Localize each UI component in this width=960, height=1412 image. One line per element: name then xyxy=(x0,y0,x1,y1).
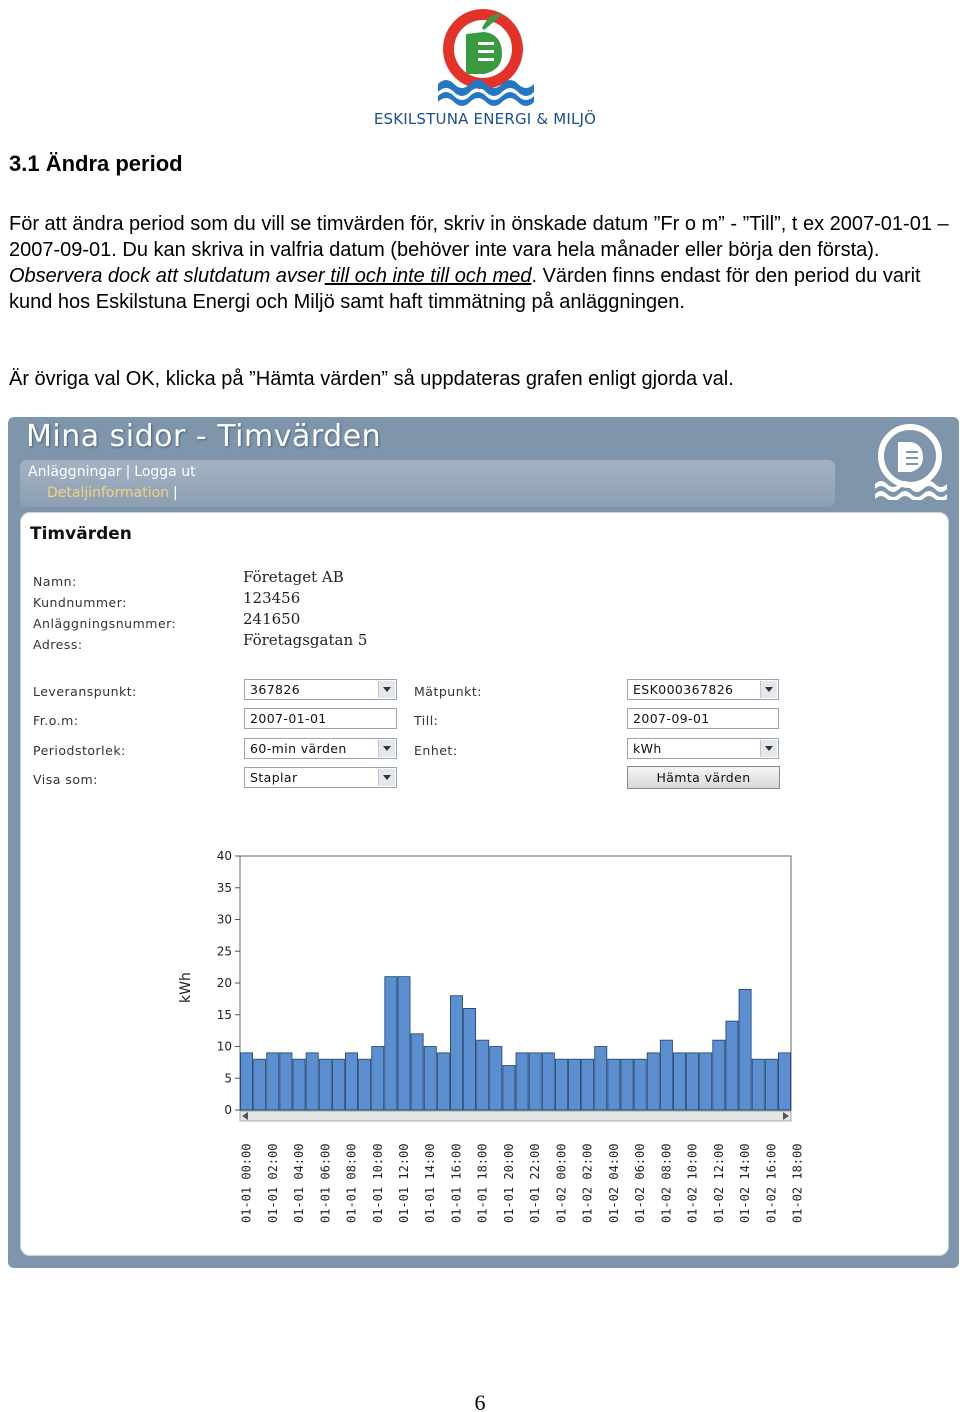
namn-value: Företaget AB xyxy=(243,568,344,586)
x-tick-label: 01-01 20:00 xyxy=(501,1143,516,1223)
leveranspunkt-label: Leveranspunkt: xyxy=(33,684,137,699)
x-tick-label: 01-01 00:00 xyxy=(239,1143,254,1223)
y-tick-label: 30 xyxy=(216,912,232,927)
chart-bar xyxy=(713,1040,725,1110)
x-tick-label: 01-02 02:00 xyxy=(580,1143,595,1223)
x-tick-label: 01-01 22:00 xyxy=(528,1143,543,1223)
chart-bar xyxy=(385,977,397,1110)
adress-value: Företagsgatan 5 xyxy=(243,631,368,649)
corner-logo-icon xyxy=(871,422,949,500)
kundnummer-label: Kundnummer: xyxy=(33,595,127,610)
chart-bar xyxy=(424,1047,436,1111)
chart-bar xyxy=(254,1059,266,1110)
chart-bar xyxy=(647,1053,659,1110)
chart-bar xyxy=(687,1053,699,1110)
x-tick-label: 01-02 16:00 xyxy=(764,1143,779,1223)
nav-separator: | xyxy=(125,464,131,480)
para-italic: Observera dock att slutdatum avser xyxy=(9,265,325,287)
chart-bar xyxy=(280,1053,292,1110)
chart-bar xyxy=(267,1053,279,1110)
chart-bar xyxy=(241,1053,253,1110)
y-tick-label: 20 xyxy=(216,976,232,990)
x-tick-label: 01-02 18:00 xyxy=(790,1143,805,1223)
x-tick-label: 01-02 12:00 xyxy=(711,1143,726,1223)
x-tick-label: 01-01 08:00 xyxy=(344,1143,359,1223)
y-tick-label: 0 xyxy=(224,1103,232,1117)
chart-bar xyxy=(332,1059,344,1110)
x-tick-label: 01-01 14:00 xyxy=(423,1143,438,1223)
namn-label: Namn: xyxy=(33,574,77,589)
chart-scrollbar xyxy=(240,1111,791,1121)
chart-bar xyxy=(673,1053,685,1110)
kundnummer-value: 123456 xyxy=(243,589,301,607)
chart-bar xyxy=(582,1059,594,1110)
enhet-label: Enhet: xyxy=(414,743,458,758)
web-screenshot xyxy=(8,417,959,1268)
chart-bar xyxy=(411,1034,423,1110)
matpunkt-value: ESK000367826 xyxy=(633,682,734,697)
x-tick-label: 01-01 12:00 xyxy=(396,1143,411,1223)
chart-bar xyxy=(464,1008,476,1110)
chart-bar xyxy=(568,1059,580,1110)
nav-row-sub xyxy=(47,485,182,501)
para-underline: till och inte till och med xyxy=(324,265,532,287)
from-label: Fr.o.m: xyxy=(33,713,79,728)
till-date-input[interactable]: 2007-09-01 xyxy=(627,708,779,729)
visa-som-label: Visa som: xyxy=(33,772,98,787)
x-tick-label: 01-02 10:00 xyxy=(685,1143,700,1223)
chart-bar xyxy=(345,1053,357,1110)
chart-bar xyxy=(293,1059,305,1110)
periodstorlek-label: Periodstorlek: xyxy=(33,743,126,758)
y-tick-label: 40 xyxy=(216,849,232,863)
chart-bar xyxy=(726,1021,738,1110)
y-tick-label: 35 xyxy=(216,880,232,895)
y-tick-label: 5 xyxy=(224,1071,232,1086)
panel-title: Timvärden xyxy=(30,524,132,544)
chart-bar xyxy=(437,1053,449,1110)
x-tick-label: 01-01 18:00 xyxy=(475,1143,490,1223)
chart-bar xyxy=(542,1053,554,1110)
company-logo xyxy=(370,4,600,132)
para-text-b: . Värden finns endast för den period du varit kund hos Eskilstuna Energi och Miljö samt haft timmätning på anläggningen. xyxy=(9,265,921,313)
y-tick-label: 10 xyxy=(216,1039,232,1054)
section-heading: 3.1 Ändra period xyxy=(9,151,183,176)
chart-bar xyxy=(490,1047,502,1111)
chart-bar xyxy=(477,1040,489,1110)
x-tick-label: 01-01 06:00 xyxy=(318,1143,333,1223)
chart-bar xyxy=(516,1053,528,1110)
hamta-varden-button[interactable]: Hämta värden xyxy=(627,766,780,789)
instruction-paragraph-2: Är övriga val OK, klicka på ”Hämta värden” så uppdateras grafen enligt gjorda val. xyxy=(9,368,734,390)
chart-bar xyxy=(306,1053,318,1110)
x-tick-label: 01-02 00:00 xyxy=(554,1143,569,1223)
enhet-value: kWh xyxy=(633,741,662,756)
nav-separator-2: | xyxy=(173,485,178,501)
till-label: Till: xyxy=(414,713,439,728)
nav-detalj-link[interactable]: Detaljinformation xyxy=(47,485,170,501)
chart-bar xyxy=(634,1059,646,1110)
chart-bar xyxy=(700,1053,712,1110)
chart-bar xyxy=(739,989,751,1110)
screen-title: Mina sidor - Timvärden xyxy=(26,419,382,454)
visa-som-value: Staplar xyxy=(250,770,298,785)
matpunkt-label: Mätpunkt: xyxy=(414,684,482,699)
logo-emblem-icon xyxy=(370,4,600,110)
chart-bar xyxy=(608,1059,620,1110)
y-tick-label: 25 xyxy=(216,944,232,959)
para-text-a: För att ändra period som du vill se timvärden för, skriv in önskade datum ”Fr o m” - ”Till”, t ex 2007-01-01 – 2007-09-01. Du kan skriva in valfria datum (behöver inte vara hela månader eller börja den första). xyxy=(9,213,949,261)
x-tick-label: 01-02 06:00 xyxy=(633,1143,648,1223)
chart-bar xyxy=(752,1059,764,1110)
y-axis-label: kWh xyxy=(178,972,194,1003)
nav-logga-ut-link[interactable]: Logga ut xyxy=(134,464,196,480)
nav-bar xyxy=(20,460,835,507)
chart-bar xyxy=(529,1053,541,1110)
anlaggningsnummer-value: 241650 xyxy=(243,610,301,628)
nav-row-main xyxy=(28,464,196,480)
x-tick-label: 01-01 02:00 xyxy=(265,1143,280,1223)
leveranspunkt-value: 367826 xyxy=(250,682,301,697)
chart-bar xyxy=(765,1059,777,1110)
nav-anlaggningar-link[interactable]: Anläggningar xyxy=(28,464,122,480)
chart-bar xyxy=(621,1059,633,1110)
chart-bar xyxy=(372,1047,384,1111)
chart-bar xyxy=(359,1059,371,1110)
chart-bar xyxy=(778,1053,790,1110)
page-number: 6 xyxy=(474,1390,486,1412)
x-tick-label: 01-02 04:00 xyxy=(606,1143,621,1223)
instruction-paragraph xyxy=(9,211,954,315)
x-tick-label: 01-01 04:00 xyxy=(292,1143,307,1223)
x-tick-label: 01-02 08:00 xyxy=(659,1143,674,1223)
chart-bar xyxy=(660,1040,672,1110)
x-tick-label: 01-02 14:00 xyxy=(738,1143,753,1223)
chart-bar xyxy=(319,1059,331,1110)
chart-bar xyxy=(595,1047,607,1111)
x-tick-label: 01-01 16:00 xyxy=(449,1143,464,1223)
kwh-bar-chart xyxy=(21,513,950,1257)
chart-bar xyxy=(450,996,462,1110)
chart-bar xyxy=(503,1066,515,1110)
chart-bar xyxy=(555,1059,567,1110)
from-date-input[interactable]: 2007-01-01 xyxy=(244,708,397,729)
chart-bar xyxy=(398,977,410,1110)
adress-label: Adress: xyxy=(33,637,83,652)
periodstorlek-value: 60-min värden xyxy=(250,741,347,756)
anlaggningsnummer-label: Anläggningsnummer: xyxy=(33,616,177,631)
content-panel xyxy=(20,512,949,1256)
brand-text: ESKILSTUNA ENERGI & MILJÖ xyxy=(373,110,597,128)
x-tick-label: 01-01 10:00 xyxy=(370,1143,385,1223)
y-tick-label: 15 xyxy=(216,1007,232,1022)
